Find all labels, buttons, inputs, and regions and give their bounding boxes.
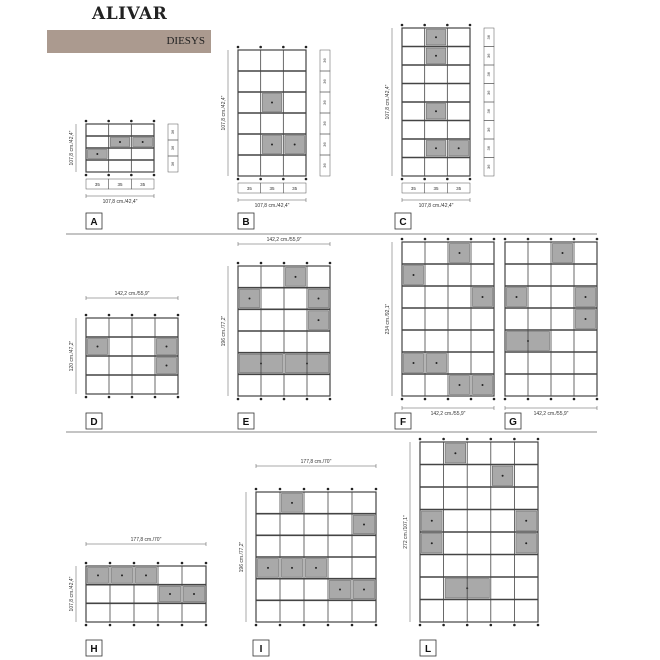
pole-foot (442, 624, 445, 627)
module-width-label: 35 (410, 186, 416, 191)
drawer-knob (585, 296, 587, 298)
module-width-label: 35 (246, 186, 252, 191)
pole-top (153, 120, 156, 123)
drawer-knob (145, 574, 147, 576)
pole-top (85, 120, 88, 123)
drawer-knob (435, 55, 437, 57)
config-label: H (90, 644, 98, 655)
drawer-knob (525, 520, 527, 522)
row-height-label: 36 (322, 79, 327, 84)
pole-foot (255, 624, 258, 627)
config-a (76, 120, 178, 229)
pole-top (423, 24, 426, 27)
pole-top (133, 562, 136, 565)
pole-foot (470, 398, 473, 401)
pole-foot (181, 624, 184, 627)
pole-top (109, 562, 112, 565)
row-height-label: 36 (486, 146, 491, 151)
config-e (228, 242, 331, 429)
drawer-knob (166, 365, 168, 367)
module-width-label: 35 (140, 182, 146, 187)
row-height-label: 36 (322, 100, 327, 105)
width-dimension-label: 107,8 cm./42,4" (254, 203, 290, 209)
pole-foot (133, 624, 136, 627)
pole-top (493, 238, 496, 241)
collection-name: DIESYS (166, 35, 205, 47)
drawer-knob (119, 141, 121, 143)
drawer-knob (585, 318, 587, 320)
pole-foot (157, 624, 160, 627)
pole-foot (154, 396, 157, 399)
pole-top (527, 238, 530, 241)
drawer-knob (249, 298, 251, 300)
pole-top (306, 262, 309, 265)
pole-foot (283, 398, 286, 401)
config-f (392, 238, 495, 429)
width-dimension-label: 107,8 cm./42,4" (102, 199, 138, 205)
pole-foot (537, 624, 540, 627)
height-dimension-label: 107,8 cm./42,4" (69, 130, 75, 166)
pole-top (537, 438, 540, 441)
pole-top (419, 438, 422, 441)
pole-foot (279, 624, 282, 627)
pole-top (157, 562, 160, 565)
pole-top (401, 238, 404, 241)
drawer-knob (294, 144, 296, 146)
module-width-label: 35 (433, 186, 439, 191)
pole-top (131, 314, 134, 317)
row-height-label: 36 (486, 72, 491, 77)
width-dimension-label: 142,2 cm./55,9" (114, 291, 150, 297)
drawer-knob (271, 144, 273, 146)
module-width-label: 35 (94, 182, 100, 187)
row-height-label: 36 (486, 164, 491, 169)
pole-foot (205, 624, 208, 627)
height-dimension-label: 234 cm./92,1" (385, 303, 391, 335)
drawer-knob (516, 296, 518, 298)
pole-top (447, 238, 450, 241)
drawer-knob (318, 319, 320, 321)
row-height-label: 36 (486, 35, 491, 40)
config-label: G (509, 417, 517, 428)
height-dimension-label: 107,8 cm./42,4" (221, 95, 227, 131)
drawer-knob (271, 102, 273, 104)
pole-top (279, 488, 282, 491)
pole-foot (260, 398, 263, 401)
row-height-label: 36 (486, 90, 491, 95)
module-width-label: 35 (117, 182, 123, 187)
pole-foot (419, 624, 422, 627)
width-dimension-label: 142,2 cm./55,9" (430, 411, 466, 417)
drawer-knob (315, 567, 317, 569)
row-height-label: 36 (170, 129, 175, 135)
drawer-knob (291, 567, 293, 569)
width-dimension-label: 107,8 cm./42,4" (418, 203, 454, 209)
pole-foot (303, 624, 306, 627)
pole-foot (424, 398, 427, 401)
pole-top (550, 238, 553, 241)
pole-foot (237, 178, 240, 181)
pole-foot (85, 174, 88, 177)
pole-foot (527, 398, 530, 401)
pole-top (108, 314, 111, 317)
drawer-knob (435, 110, 437, 112)
pole-foot (513, 624, 516, 627)
pole-foot (259, 178, 262, 181)
pole-foot (469, 178, 472, 181)
pole-top (154, 314, 157, 317)
pole-foot (327, 624, 330, 627)
pole-foot (130, 174, 133, 177)
drawer-knob (363, 589, 365, 591)
pole-top (513, 438, 516, 441)
pole-foot (351, 624, 354, 627)
pole-foot (493, 398, 496, 401)
drawer-knob (459, 384, 461, 386)
drawer-knob (96, 153, 98, 155)
pole-foot (282, 178, 285, 181)
drawer-knob (193, 593, 195, 595)
pole-top (329, 262, 332, 265)
config-b (228, 46, 330, 229)
drawer-knob (502, 475, 504, 477)
height-dimension-label: 272 cm./107,1" (403, 515, 409, 549)
pole-top (446, 24, 449, 27)
pole-top (237, 262, 240, 265)
drawer-knob (454, 452, 456, 454)
width-dimension-label: 142,2 cm./55,9" (266, 237, 302, 243)
drawer-knob (363, 524, 365, 526)
pole-top (107, 120, 110, 123)
drawer-knob (459, 252, 461, 254)
drawer-knob (431, 520, 433, 522)
config-d (76, 296, 179, 429)
pole-top (85, 562, 88, 565)
drawer-knob (413, 362, 415, 364)
pole-foot (305, 178, 308, 181)
drawer-knob (169, 593, 171, 595)
height-dimension-label: 196 cm./77,2" (221, 315, 227, 347)
pole-top (442, 438, 445, 441)
config-label: L (424, 644, 432, 655)
pole-foot (423, 178, 426, 181)
config-h (76, 542, 207, 656)
pole-foot (329, 398, 332, 401)
drawer-knob (267, 567, 269, 569)
config-c (392, 24, 494, 229)
pole-top (327, 488, 330, 491)
row-height-label: 36 (322, 142, 327, 147)
drawer-knob (482, 296, 484, 298)
drawer-knob (339, 589, 341, 591)
pole-foot (466, 624, 469, 627)
drawer-knob (435, 36, 437, 38)
pole-foot (306, 398, 309, 401)
height-dimension-label: 196 cm./77,2" (239, 541, 245, 573)
pole-top (255, 488, 258, 491)
config-label: F (399, 417, 407, 428)
pole-foot (85, 624, 88, 627)
module-width-label: 35 (456, 186, 462, 191)
pole-top (351, 488, 354, 491)
drawer-knob (166, 346, 168, 348)
config-label: C (399, 217, 407, 228)
width-dimension-label: 177,8 cm./70" (300, 459, 332, 465)
brand-title: ALIVAR (92, 4, 168, 24)
pole-foot (375, 624, 378, 627)
width-dimension-label: 142,2 cm./55,9" (533, 411, 569, 417)
height-dimension-label: 120 cm./47,2" (69, 340, 75, 372)
row-height-label: 36 (322, 121, 327, 126)
config-label: D (90, 417, 98, 428)
row-height-label: 36 (170, 145, 175, 151)
config-i (246, 464, 377, 656)
pole-top (260, 262, 263, 265)
width-dimension-label: 177,8 cm./70" (130, 537, 162, 543)
pole-foot (504, 398, 507, 401)
pole-foot (401, 398, 404, 401)
pole-top (490, 438, 493, 441)
drawer-knob (435, 147, 437, 149)
pole-top (205, 562, 208, 565)
pole-top (573, 238, 576, 241)
config-label: A (90, 217, 98, 228)
pole-foot (153, 174, 156, 177)
pole-top (237, 46, 240, 49)
drawer-knob (291, 502, 293, 504)
pole-top (181, 562, 184, 565)
pole-top (85, 314, 88, 317)
module-width-label: 35 (292, 186, 298, 191)
pole-top (375, 488, 378, 491)
drawer-knob (142, 141, 144, 143)
drawer-knob (318, 298, 320, 300)
pole-top (470, 238, 473, 241)
pole-foot (131, 396, 134, 399)
pole-top (130, 120, 133, 123)
drawer-knob (295, 276, 297, 278)
pole-top (259, 46, 262, 49)
row-height-label: 36 (322, 163, 327, 168)
drawer-knob (97, 346, 99, 348)
pole-foot (109, 624, 112, 627)
pole-top (177, 314, 180, 317)
drawer-knob (413, 274, 415, 276)
pole-foot (177, 396, 180, 399)
config-g (504, 238, 599, 429)
drawer-knob (562, 252, 564, 254)
pole-foot (596, 398, 599, 401)
pole-top (401, 24, 404, 27)
row-height-label: 36 (486, 127, 491, 132)
pole-foot (446, 178, 449, 181)
drawer-knob (482, 384, 484, 386)
config-l (410, 438, 539, 656)
config-label: I (259, 644, 263, 655)
pole-foot (401, 178, 404, 181)
row-height-label: 36 (322, 58, 327, 63)
drawer-knob (525, 542, 527, 544)
config-label: B (242, 217, 250, 228)
row-height-label: 36 (170, 161, 175, 167)
drawer-knob (121, 574, 123, 576)
height-dimension-label: 107,8 cm./42,4" (69, 576, 75, 612)
height-dimension-label: 107,8 cm./42,4" (385, 84, 391, 120)
drawer-knob (431, 542, 433, 544)
pole-foot (573, 398, 576, 401)
config-label: E (242, 417, 250, 428)
pole-top (303, 488, 306, 491)
drawer-knob (458, 147, 460, 149)
pole-top (466, 438, 469, 441)
pole-foot (237, 398, 240, 401)
pole-top (305, 46, 308, 49)
pole-top (283, 262, 286, 265)
drawer-knob (436, 362, 438, 364)
pole-top (469, 24, 472, 27)
drawer-knob (97, 574, 99, 576)
pole-top (596, 238, 599, 241)
pole-foot (85, 396, 88, 399)
pole-foot (108, 396, 111, 399)
pole-top (282, 46, 285, 49)
pole-top (424, 238, 427, 241)
pole-foot (107, 174, 110, 177)
row-height-label: 36 (486, 53, 491, 58)
pole-foot (447, 398, 450, 401)
row-height-label: 36 (486, 109, 491, 114)
module-width-label: 35 (269, 186, 275, 191)
pole-top (504, 238, 507, 241)
pole-foot (550, 398, 553, 401)
pole-foot (490, 624, 493, 627)
